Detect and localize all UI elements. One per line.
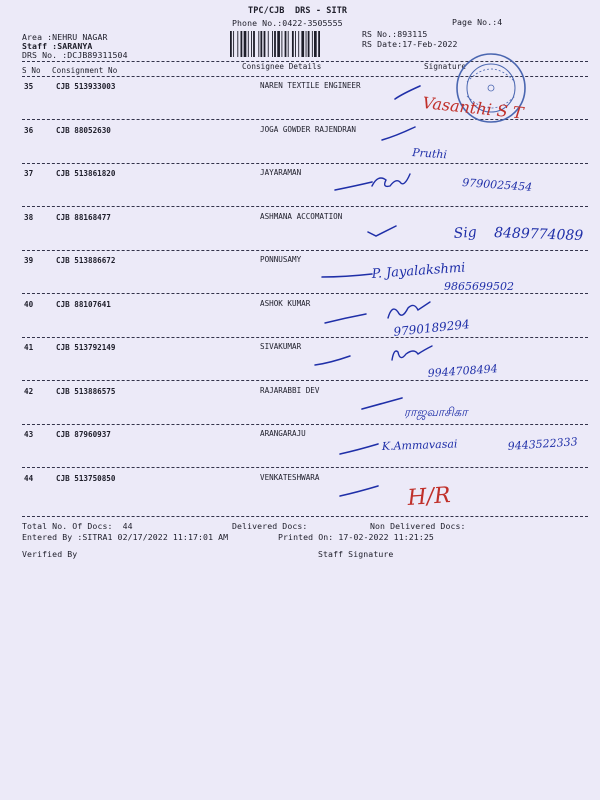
tick-mark bbox=[335, 182, 372, 190]
signature-scribble bbox=[388, 302, 430, 318]
row-consignment-no: CJB 87960937 bbox=[56, 430, 111, 439]
barcode-bar bbox=[251, 31, 252, 57]
barcode-bar bbox=[258, 31, 259, 57]
staff-signature: Staff Signature bbox=[318, 549, 394, 559]
barcode-bar bbox=[281, 31, 282, 57]
row-consignment-no: CJB 513861820 bbox=[56, 169, 116, 178]
barcode-bar bbox=[230, 31, 232, 57]
row-consignment-no: CJB 513750850 bbox=[56, 473, 116, 483]
hw-pruthi: Pruthi bbox=[411, 146, 448, 162]
rs-date: RS Date:17-Feb-2022 bbox=[362, 39, 458, 49]
barcode-bar bbox=[295, 31, 296, 57]
row-divider bbox=[22, 424, 588, 425]
row-consignment-no: CJB 513886672 bbox=[56, 256, 116, 265]
verified-by: Verified By bbox=[22, 549, 78, 559]
barcode-bar bbox=[301, 31, 304, 57]
barcode-bar bbox=[241, 31, 243, 57]
phone-number: Phone No.:0422-3505555 bbox=[232, 18, 343, 28]
hw-hr: H/R bbox=[406, 483, 452, 511]
col-consignment: Consignment No bbox=[52, 66, 118, 75]
staff-label: Staff :SARANYA bbox=[22, 41, 93, 51]
row-sno: 42 bbox=[24, 386, 34, 396]
row-consignee: ASHOK KUMAR bbox=[260, 298, 311, 308]
barcode-bar bbox=[318, 31, 320, 57]
post-office-stamp bbox=[455, 52, 527, 124]
barcode-bar bbox=[248, 31, 249, 57]
barcode-bar bbox=[292, 31, 294, 57]
row-divider bbox=[22, 337, 588, 338]
barcode-bar bbox=[277, 31, 280, 57]
non-delivered-docs: Non Delivered Docs: bbox=[370, 521, 466, 531]
row-consignment-no: CJB 513933003 bbox=[56, 82, 116, 91]
row-consignment-no: CJB 88107641 bbox=[56, 299, 111, 309]
row-divider bbox=[22, 163, 588, 164]
hw-vasanthi: Vasanthi S T bbox=[421, 93, 525, 123]
signature-scribble bbox=[372, 174, 410, 186]
page-number: Page No.:4 bbox=[452, 17, 503, 27]
col-consignee: Consignee Details bbox=[242, 62, 322, 71]
hw-phone-37: 9790025454 bbox=[461, 176, 533, 194]
row-consignee: ARANGARAJU bbox=[260, 429, 306, 438]
row-divider bbox=[22, 206, 588, 207]
barcode-bar bbox=[306, 31, 307, 57]
barcode-bar bbox=[288, 31, 289, 57]
tick-mark bbox=[368, 226, 396, 236]
row-consignee: RAJARABBI DEV bbox=[260, 385, 320, 395]
tick-mark bbox=[340, 486, 378, 496]
barcode-bar bbox=[253, 31, 255, 57]
row-consignee: JOGA GOWDER RAJENDRAN bbox=[260, 124, 357, 134]
hw-jayalakshmi: P. Jayalakshmi bbox=[371, 260, 466, 282]
row-consignment-no: CJB 513886575 bbox=[56, 386, 116, 396]
row-sno: 37 bbox=[24, 169, 34, 178]
signature-scribble bbox=[392, 346, 432, 360]
entered-by: Entered By :SITRA1 02/17/2022 11:17:01 AM bbox=[22, 532, 229, 542]
row-consignee: ASHMANA ACCOMATION bbox=[260, 211, 343, 221]
row-consignment-no: CJB 513792149 bbox=[56, 343, 116, 352]
tick-mark bbox=[315, 356, 350, 365]
tick-mark bbox=[362, 398, 402, 409]
row-sno: 38 bbox=[24, 212, 34, 222]
delivered-docs: Delivered Docs: bbox=[232, 521, 308, 531]
barcode-bar bbox=[244, 31, 247, 57]
barcode-bar bbox=[233, 31, 234, 57]
hw-phone-43: 9443522333 bbox=[507, 435, 579, 453]
row-consignment-no: CJB 88052630 bbox=[56, 125, 111, 135]
barcode bbox=[230, 31, 354, 57]
hw-phone-38: 8489774089 bbox=[493, 225, 584, 245]
row-consignee: PONNUSAMY bbox=[260, 255, 302, 264]
hw-sig-38: Sig bbox=[453, 224, 478, 242]
total-docs: Total No. Of Docs: 44 bbox=[22, 521, 133, 531]
row-sno: 35 bbox=[24, 82, 34, 91]
row-divider bbox=[22, 293, 588, 294]
barcode-bar bbox=[308, 31, 310, 57]
row-consignment-no: CJB 88168477 bbox=[56, 212, 111, 222]
row-consignee: JAYARAMAN bbox=[260, 168, 302, 177]
tick-mark bbox=[322, 274, 372, 277]
hw-tamil-42: ராஜவாசிகா bbox=[404, 405, 468, 419]
row-sno: 36 bbox=[24, 125, 34, 135]
doc-title: TPC/CJB DRS - SITR bbox=[248, 6, 348, 16]
rs-number: RS No.:893115 bbox=[362, 29, 428, 39]
barcode-bar bbox=[285, 31, 287, 57]
row-consignee: NAREN TEXTILE ENGINEER bbox=[260, 81, 361, 90]
footer-rule bbox=[22, 516, 588, 517]
col-sno: S No bbox=[22, 66, 41, 75]
area-label: Area :NEHRU NAGAR bbox=[22, 32, 108, 42]
drs-number: DRS No. :DCJB89311504 bbox=[22, 50, 128, 60]
barcode-bar bbox=[237, 31, 238, 57]
tick-mark bbox=[340, 444, 378, 454]
tick-mark bbox=[325, 314, 366, 323]
row-consignee: SIVAKUMAR bbox=[260, 342, 302, 351]
hw-ammavasai: K.Ammavasai bbox=[381, 437, 458, 453]
barcode-bar bbox=[272, 31, 273, 57]
printed-on: Printed On: 17-02-2022 11:21:25 bbox=[278, 532, 434, 542]
barcode-bar bbox=[298, 31, 299, 57]
row-sno: 44 bbox=[24, 473, 34, 483]
row-sno: 40 bbox=[24, 299, 34, 309]
hw-phone-39: 9865699502 bbox=[444, 280, 514, 293]
hw-phone-40: 9790189294 bbox=[392, 317, 471, 339]
row-divider bbox=[22, 250, 588, 251]
col-signature: Signature bbox=[424, 62, 467, 71]
barcode-bar bbox=[274, 31, 276, 57]
tick-mark bbox=[382, 127, 415, 140]
barcode-bar bbox=[260, 31, 262, 57]
row-divider bbox=[22, 380, 588, 381]
barcode-bar bbox=[314, 31, 317, 57]
row-consignee: VENKATESHWARA bbox=[260, 472, 320, 482]
barcode-bar bbox=[264, 31, 266, 57]
barcode-bar bbox=[268, 31, 269, 57]
row-sno: 43 bbox=[24, 430, 34, 439]
hw-phone-41: 9944708494 bbox=[427, 362, 499, 380]
barcode-bar bbox=[312, 31, 313, 57]
row-sno: 41 bbox=[24, 343, 34, 352]
row-divider bbox=[22, 467, 588, 468]
tick-mark bbox=[395, 86, 420, 99]
row-sno: 39 bbox=[24, 256, 34, 265]
